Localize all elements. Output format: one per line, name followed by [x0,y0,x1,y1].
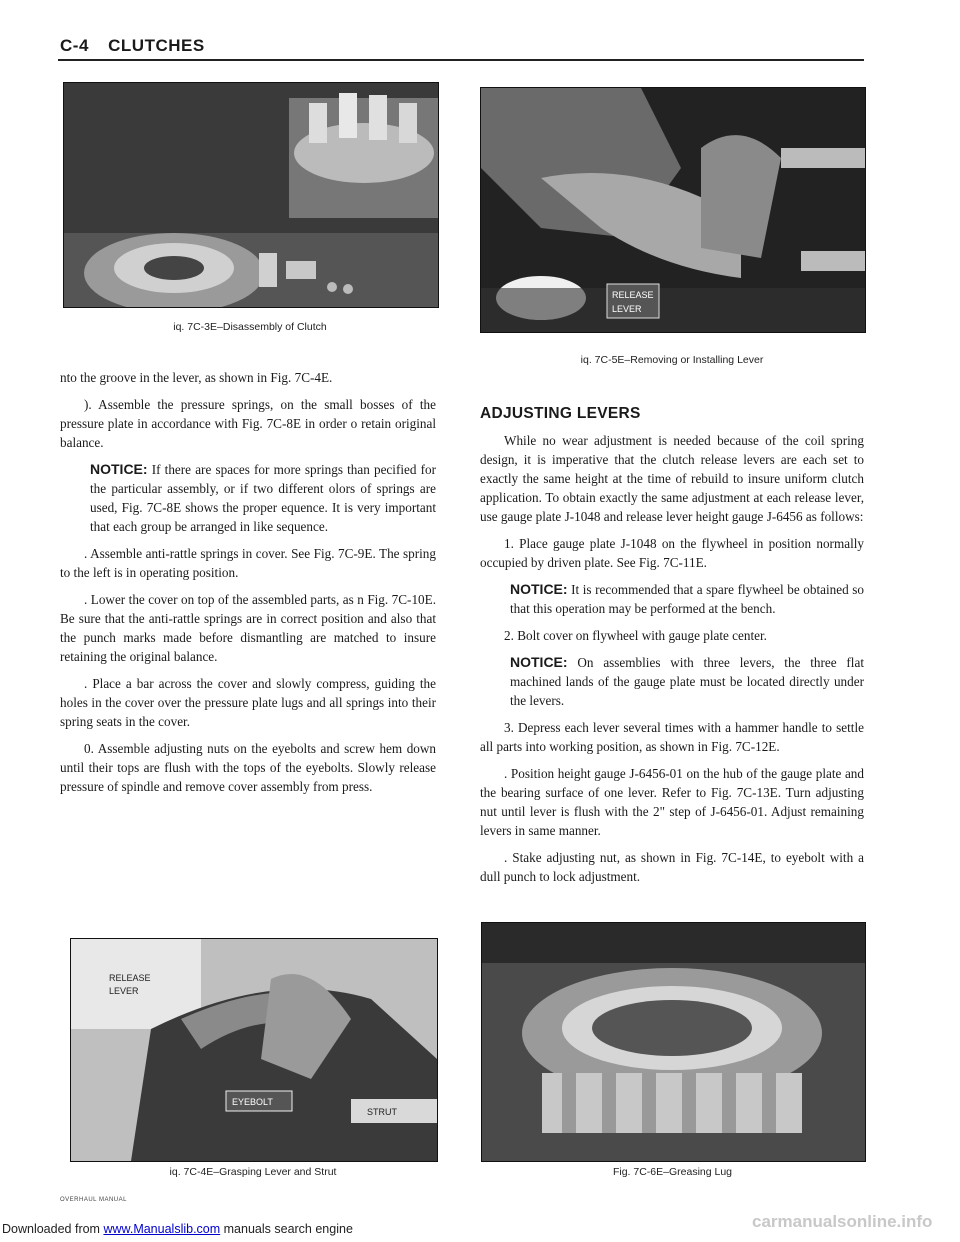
page-header [60,36,205,56]
right-column [480,398,864,894]
notice-block [60,460,436,536]
notice-block [480,580,864,618]
figure-7c-3e-photo [63,82,439,308]
figure-7c-6e-caption: Fig. 7C-6E–Greasing Lug [612,1166,733,1178]
figure-7c-3e-caption: iq. 7C-3E–Disassembly of Clutch [173,321,327,333]
download-suffix: manuals search engine [220,1222,353,1236]
figure-7c-4e-label-lever: LEVER [109,986,139,996]
step-paragraph: ). Assemble the pressure springs, on the small bosses of the pressure plate in accordance with Fig. 7C-8E in order o retain original balance. [60,397,436,450]
step-paragraph: . Lower the cover on top of the assembled parts, as n Fig. 7C-10E. Be sure that the anti-rattle springs are in correct position and also that the punch marks made before dismantling are matched to insure retaining the original balance. [60,592,436,664]
paragraph: While no wear adjustment is needed because of the coil spring design, it is imperative that the clutch release levers are each set to exactly the same height at the time of rebuild to insure uniform clutch application. To obtain exactly the same adjustment at each release lever, use gauge plate J-1048 and release lever height gauge J-6456 as follows: [480,433,864,524]
step-paragraph: 3. Depress each lever several times with a hammer handle to settle all parts into working position, as shown in Fig. 7C-12E. [480,720,864,754]
figure-7c-4e-photo [70,938,438,1162]
notice-block [480,653,864,710]
step-paragraph: 2. Bolt cover on flywheel with gauge plate center. [504,628,767,643]
download-prefix: Downloaded from [2,1222,104,1236]
header-rule [58,59,864,61]
step-paragraph: . Position height gauge J-6456-01 on the hub of the gauge plate and the bearing surface of one lever. Refer to Fig. 7C-13E. Turn adjusting nut until lever is flush with the 2" step of J-6456-01. Adjust remaining levers in same manner. [480,766,864,838]
step-paragraph: . Stake adjusting nut, as shown in Fig. 7C-14E, to eyebolt with a dull punch to lock adjustment. [480,850,864,884]
notice-text: On assemblies with three levers, the three flat machined lands of the gauge plate must be located directly under the levers. [510,655,864,708]
figure-7c-4e-caption: iq. 7C-4E–Grasping Lever and Strut [169,1166,337,1178]
notice-label: NOTICE: [90,461,148,477]
step-paragraph: 0. Assemble adjusting nuts on the eyebolts and screw hem down until their tops are flush with the tops of the eyebolts. Slowly release pressure of spindle and remove cover assembly from press. [60,741,436,794]
manual-footer: OVERHAUL MANUAL [60,1197,127,1203]
notice-label: NOTICE: [510,581,568,597]
watermark: carmanualsonline.info [752,1212,933,1231]
figure-7c-4e-label-eyebolt: EYEBOLT [232,1097,273,1107]
figure-7c-4e-label-strut: STRUT [367,1107,397,1117]
section-heading: ADJUSTING LEVERS [480,405,641,422]
figure-7c-5e-caption: iq. 7C-5E–Removing or Installing Lever [580,354,764,366]
step-paragraph: . Assemble anti-rattle springs in cover. See Fig. 7C-9E. The spring to the left is in operating position. [60,546,436,580]
notice-text: It is recommended that a spare flywheel be obtained so that this operation may be performed at the bench. [510,582,864,616]
step-paragraph: 1. Place gauge plate J-1048 on the flywheel in position normally occupied by driven plate. See Fig. 7C-11E. [480,536,864,570]
figure-7c-4e-label-release: RELEASE [109,973,151,983]
left-column [60,368,436,804]
figure-7c-6e-photo [481,922,866,1162]
section-number: C-4 [60,36,89,55]
figure-7c-5e-label-release: RELEASE [612,290,654,300]
paragraph: nto the groove in the lever, as shown in Fig. 7C-4E. [60,370,333,385]
notice-label: NOTICE: [510,654,568,670]
manualslib-link[interactable]: www.Manualslib.com [103,1222,221,1236]
section-title: CLUTCHES [108,36,205,55]
figure-7c-5e-label-lever: LEVER [612,304,642,314]
figure-7c-5e-photo [480,87,866,333]
notice-text: If there are spaces for more springs than pecified for the particular assembly, or if two different olors of springs are used, Fig. 7C-8E shows the proper equence. It is very important that each group be arranged in like sequence. [90,462,436,534]
download-notice [2,1222,353,1236]
step-paragraph: . Place a bar across the cover and slowly compress, guiding the holes in the cover over the pressure plate lugs and all springs into their spring seats in the cover. [60,676,436,729]
